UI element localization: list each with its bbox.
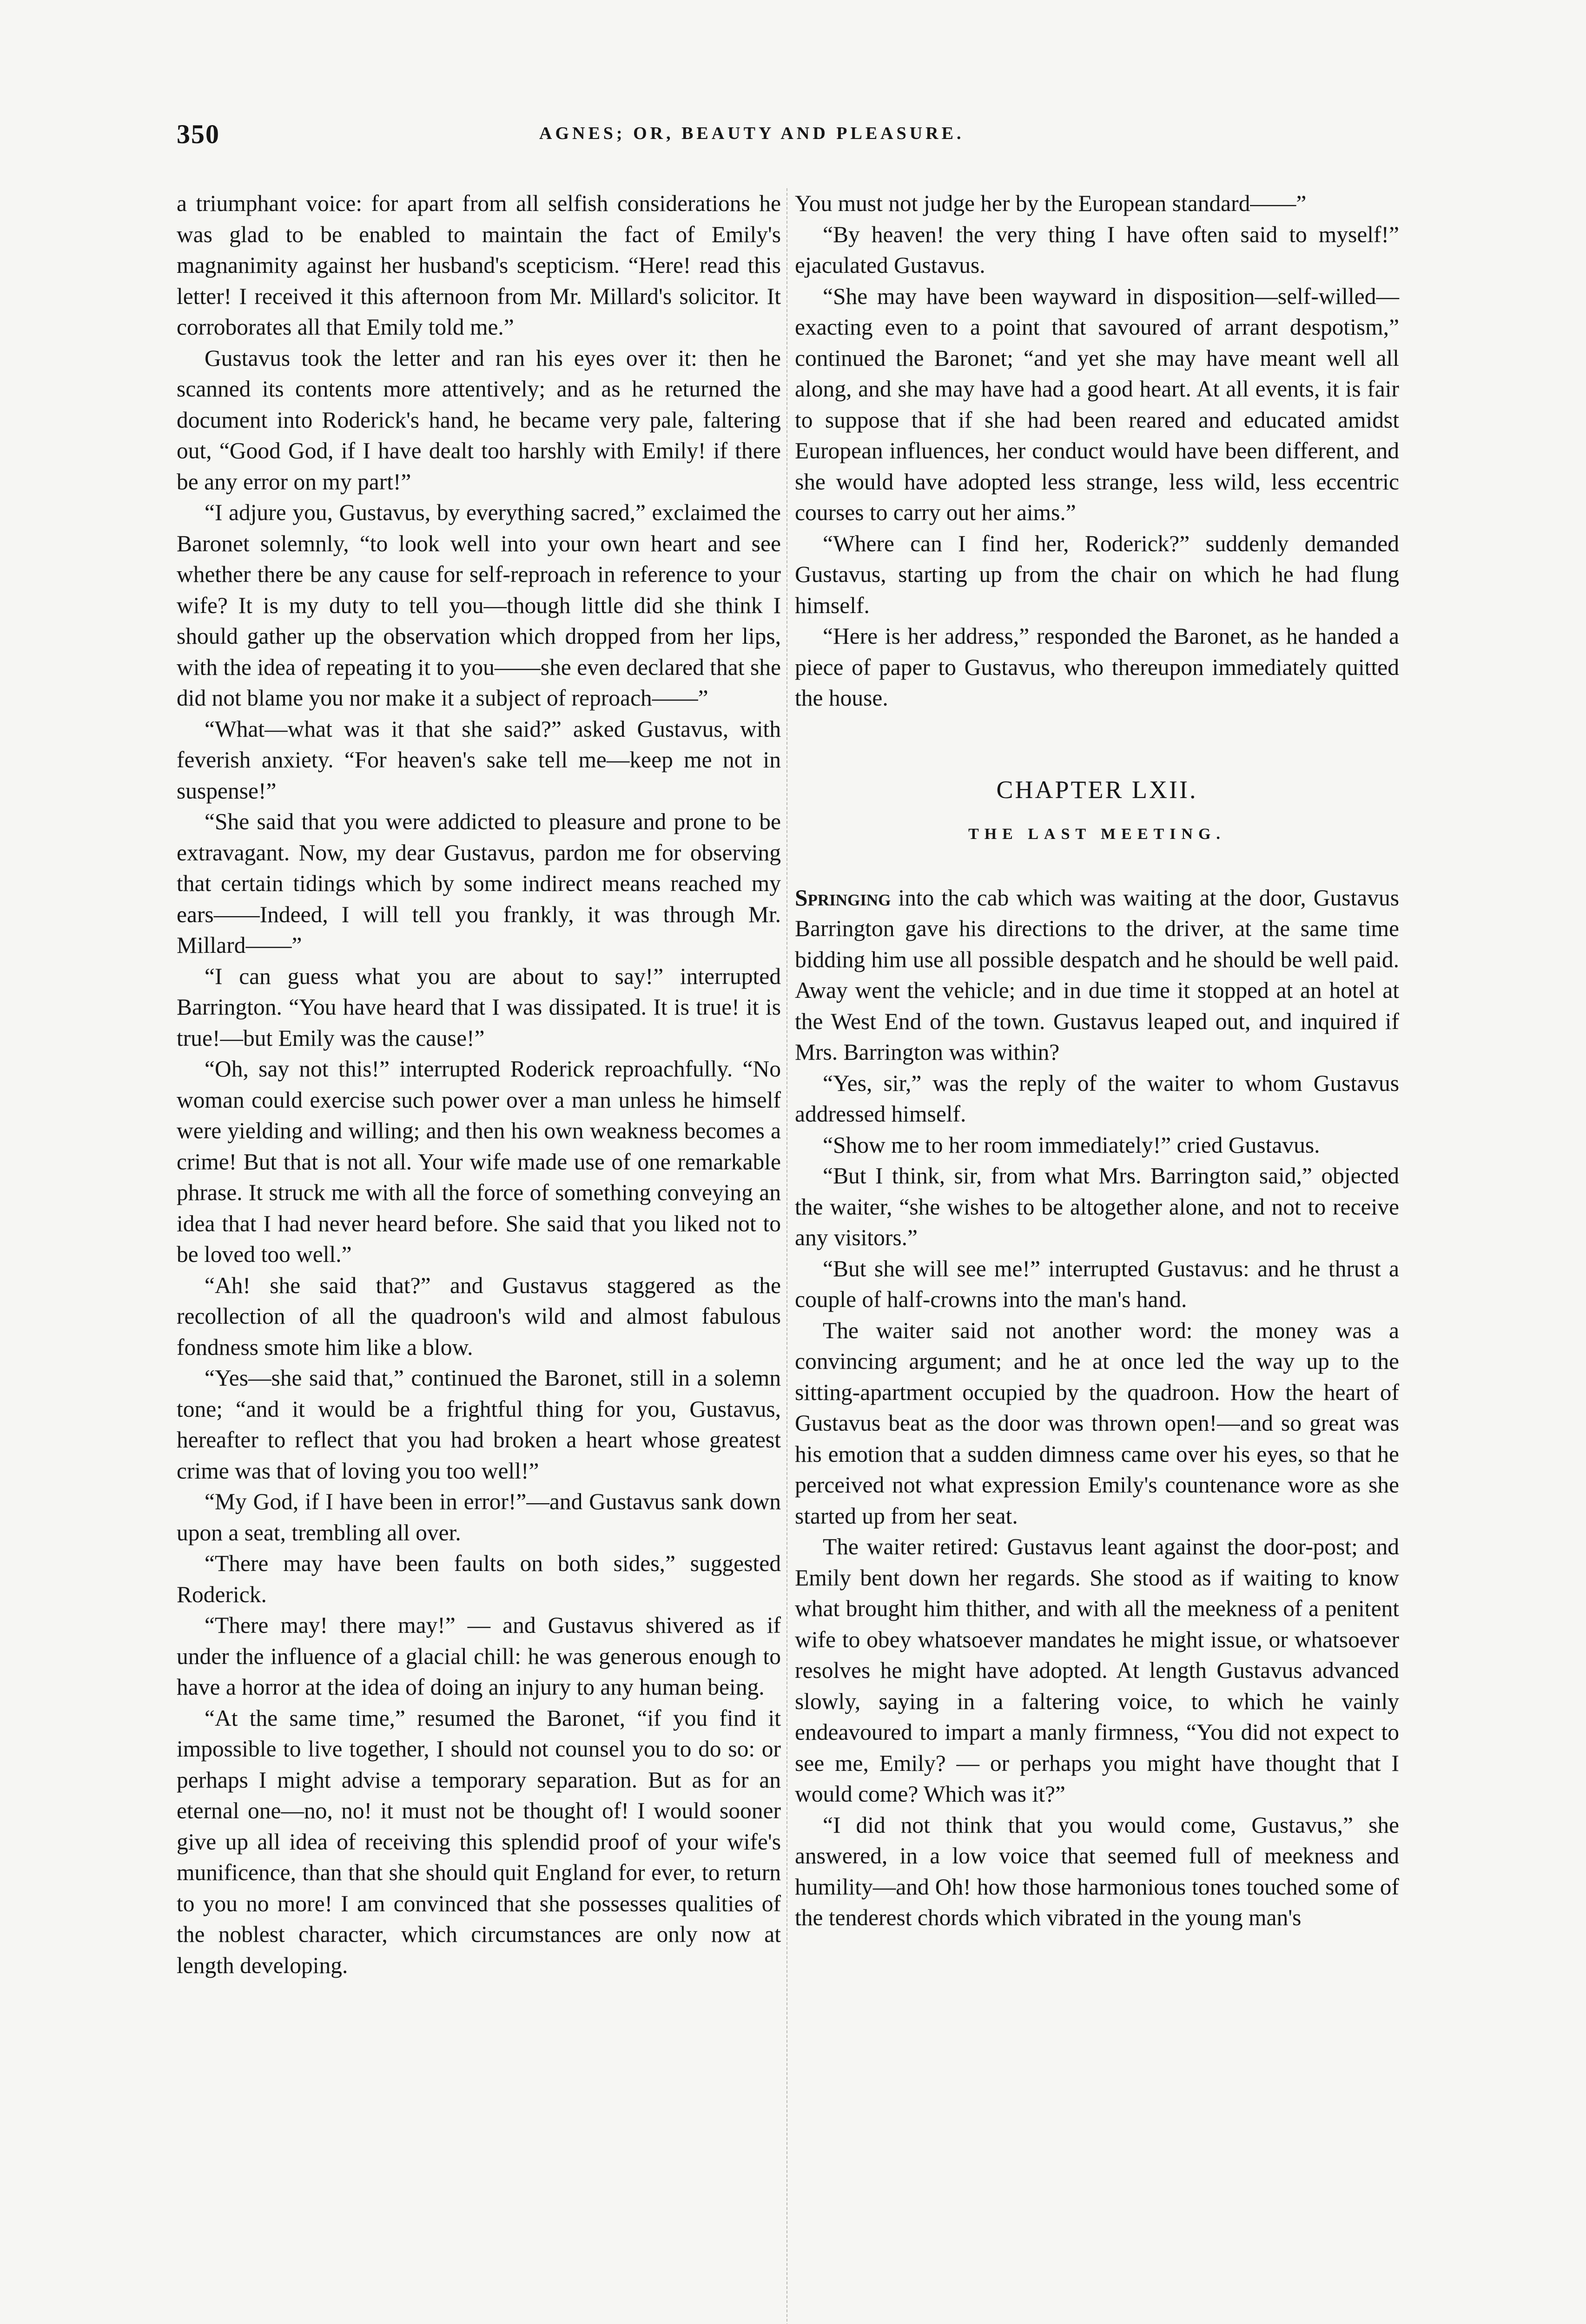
opening-text: into the cab which was waiting at the door, Gustavus Barrington gave his directions to the driver, at the same time bidding him use all possible despatch and he should be well paid. Away went the vehicle; and in due time it stopped at an hotel at the West End of the town. Gustavus leaped out, and inquired if Mrs. Barrington was within? <box>795 885 1399 1065</box>
paragraph: “Yes, sir,” was the reply of the waiter to whom Gustavus addressed himself. <box>795 1070 1399 1127</box>
opening-word: Springing <box>795 885 891 911</box>
paragraph: “Yes—she said that,” continued the Baronet, still in a solemn tone; “and it would be a frightful thing for you, Gustavus, hereafter to reflect that you had broken a heart whose greatest crime was that of loving you too well!” <box>177 1365 781 1484</box>
paragraph: “At the same time,” resumed the Baronet, “if you find it impossible to live together, I should not counsel you to do so: or perhaps I might advise a temporary separation. But as for an eternal one—no, no! it must not be thought of! I would sooner give up all idea of receiving this splendid proof of your wife's munificence, than that she should quit England for ever, to return to you no more! I am convinced that she possesses qualities of the noblest character, which circumstances are only now at length developing. <box>177 1705 781 1978</box>
right-column <box>795 188 1399 1934</box>
paragraph: “My God, if I have been in error!”—and Gustavus sank down upon a seat, trembling all over. <box>177 1489 781 1545</box>
paragraph: a triumphant voice: for apart from all selfish considerations he was glad to be enabled to maintain the fact of Emily's magnanimity against her husband's scepticism. “Here! read this letter! I received it this afternoon from Mr. Millard's solicitor. It corroborates all that Emily told me.” <box>177 191 781 340</box>
left-column <box>177 188 781 1981</box>
paragraph: “She may have been wayward in disposition—self-willed—exacting even to a point that savoured of arrant despotism,” continued the Baronet; “and yet she may have meant well all along, and she may have had a good heart. At all events, it is fair to suppose that if she had been reared and educated amidst European influences, her conduct would have been different, and she would have adopted less strange, less wild, less eccentric courses to carry out her aims.” <box>795 283 1399 525</box>
running-title: AGNES; OR, BEAUTY AND PLEASURE. <box>539 124 965 143</box>
chapter-heading: CHAPTER LXII. <box>996 775 1198 804</box>
paragraph: “But I think, sir, from what Mrs. Barrington said,” objected the waiter, “she wishes to be altogether alone, and not to receive any visitors.” <box>795 1163 1399 1250</box>
paragraph: “She said that you were addicted to pleasure and prone to be extravagant. Now, my dear Gustavus, pardon me for observing that certain tidings which by some indirect means reached my ears——Indeed, I will tell you frankly, it was through Mr. Millard——” <box>177 809 781 958</box>
paragraph: Gustavus took the letter and ran his eyes over it: then he scanned its contents more attentively; and as he returned the document into Roderick's hand, he became very pale, faltering out, “Good God, if I have dealt too harshly with Emily! if there be any error on my part!” <box>177 345 781 495</box>
paragraph: “Oh, say not this!” interrupted Roderick reproachfully. “No woman could exercise such power over a man unless he himself were yielding and willing; and then his own weakness becomes a crime! But that is not all. Your wife made use of one remarkable phrase. It struck me with all the force of something conveying an idea that I had never heard before. She said that you liked not to be loved too well.” <box>177 1056 781 1267</box>
paragraph: “By heaven! the very thing I have often said to myself!” ejaculated Gustavus. <box>795 221 1399 278</box>
paragraph: “There may have been faults on both sides,” suggested Roderick. <box>177 1551 781 1607</box>
page-header <box>177 119 1408 156</box>
chapter-opening-paragraph <box>795 883 1399 1068</box>
paragraph: “I can guess what you are about to say!” interrupted Barrington. “You have heard that I was dissipated. It is true! it is true!—but Emily was the cause!” <box>177 963 781 1051</box>
page-number: 350 <box>177 119 220 149</box>
chapter-subtitle: THE LAST MEETING. <box>968 825 1226 843</box>
paragraph: “I did not think that you would come, Gustavus,” she answered, in a low voice that seemed full of meekness and humility—and Oh! how those harmonious tones touched some of the tenderest chords which vibrated in the young man's <box>795 1812 1399 1930</box>
paragraph: “There may! there may!” — and Gustavus shivered as if under the influence of a glacial chill: he was generous enough to have a horror at the idea of doing an injury to any human being. <box>177 1612 781 1700</box>
paragraph: The waiter retired: Gustavus leant against the door-post; and Emily bent down her regards. She stood as if waiting to know what brought him thither, and with all the meekness of a penitent wife to obey whatsoever mandates he might issue, or whatsoever resolves he might have adopted. At length Gustavus advanced slowly, saying in a faltering voice, to which he vainly endeavoured to impart a manly firmness, “You did not expect to see me, Emily? — or perhaps you might have thought that I would come? Which was it?” <box>795 1534 1399 1807</box>
column-divider <box>786 188 787 2324</box>
paragraph: The waiter said not another word: the money was a convincing argument; and he at once led the way up to the sitting-apartment occupied by the quadroon. How the heart of Gustavus beat as the door was thrown open!—and so great was his emotion that a sudden dimness came over his eyes, so that he perceived not what expression Emily's countenance wore as she started up from her seat. <box>795 1317 1399 1529</box>
paragraph: “Here is her address,” responded the Baronet, as he handed a piece of paper to Gustavus, who thereupon immediately quitted the house. <box>795 623 1399 711</box>
paragraph: “Where can I find her, Roderick?” suddenly demanded Gustavus, starting up from the chair on which he had flung himself. <box>795 530 1399 618</box>
paragraph: “Show me to her room immediately!” cried Gustavus. <box>823 1132 1320 1158</box>
paragraph: “What—what was it that she said?” asked Gustavus, with feverish anxiety. “For heaven's sake tell me—keep me not in suspense!” <box>177 716 781 804</box>
paragraph: “But she will see me!” interrupted Gustavus: and he thrust a couple of half-crowns into the man's hand. <box>795 1255 1399 1312</box>
paragraph: You must not judge her by the European standard——” <box>795 191 1307 216</box>
paragraph: “Ah! she said that?” and Gustavus staggered as the recollection of all the quadroon's wild and almost fabulous fondness smote him like a blow. <box>177 1272 781 1360</box>
paragraph: “I adjure you, Gustavus, by everything sacred,” exclaimed the Baronet solemnly, “to look well into your own heart and see whether there be any cause for self-reproach in reference to your wife? It is my duty to tell you—though little did she think I should gather up the observation which dropped from her lips, with the idea of repeating it to you——she even declared that she did not blame you nor make it a subject of reproach——” <box>177 500 781 711</box>
